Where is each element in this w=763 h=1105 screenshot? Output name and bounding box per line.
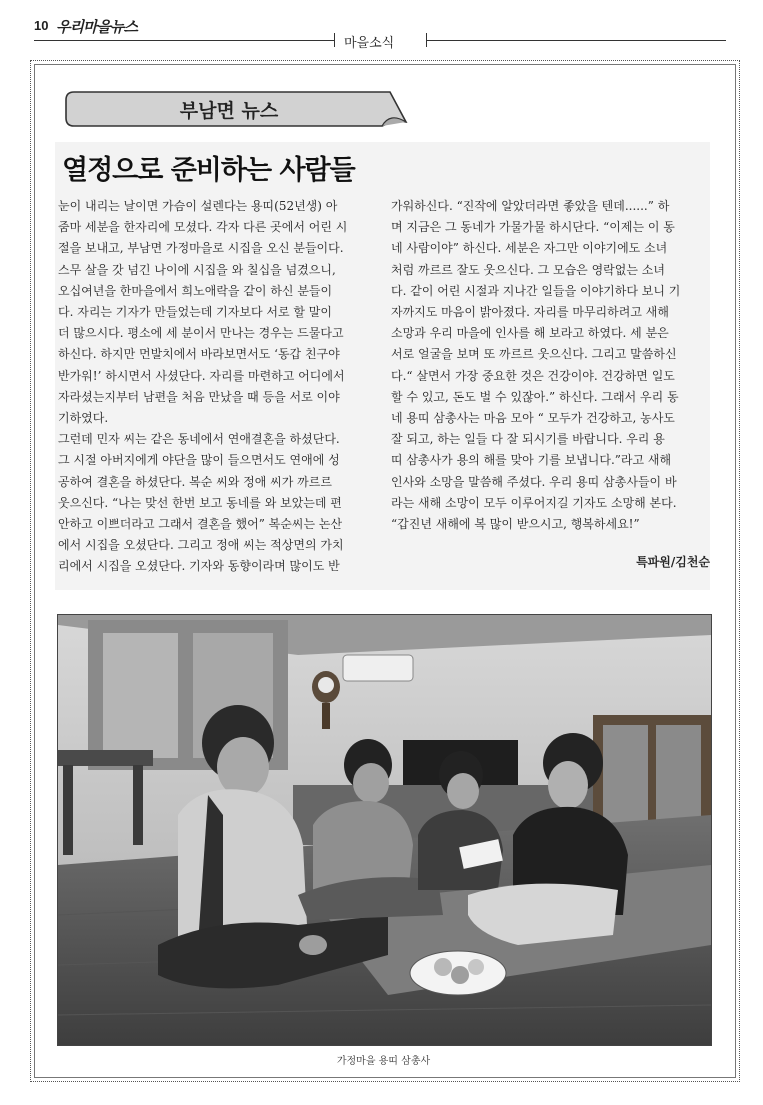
article-line: 에서 시집을 오셨단다. 그리고 정애 씨는 적상면의 가치 (58, 538, 344, 553)
article-line: 소망과 우리 마을에 인사를 해 보라고 하였다. 세 분은 (391, 326, 669, 341)
article-line: 네 사람이야” 하신다. 세분은 자그만 이야기에도 소녀 (391, 241, 668, 256)
article-line: 가워하신다. “진작에 알았더라면 좋았을 텐데......” 하 (391, 199, 670, 213)
article-line: 잘 되고, 하는 일들 다 잘 되시기를 바랍니다. 우리 용 (391, 432, 665, 447)
article-column-right (391, 196, 709, 535)
header-rule-right (426, 40, 726, 41)
photo-illustration (58, 615, 711, 1045)
article-line: 안하고 이쁘더라고 그래서 결혼을 했어” 복순씨는 논산 (58, 517, 343, 532)
article-line: 더 많으시다. 평소에 세 분이서 만나는 경우는 드물다고 (58, 326, 344, 341)
article-line: 며 지금은 그 동네가 가물가물 하시단다. “이제는 이 동 (391, 220, 675, 235)
article-line: 할 수 있고, 돈도 벌 수 있잖아.” 하신다. 그래서 우리 동 (391, 389, 679, 404)
article-line: 그런데 민자 씨는 같은 동네에서 연애결혼을 하셨단다. (58, 432, 340, 447)
article-line: 웃으신다. “나는 맞선 한번 보고 동네를 와 보았는데 편 (58, 495, 342, 510)
article-line: “갑진년 새해에 복 많이 받으시고, 행복하세요!” (391, 517, 640, 532)
article-line: 서로 얼굴을 보며 또 까르르 웃으신다. 그리고 말씀하신 (391, 347, 677, 362)
section-tab-label: 부남면 뉴스 (179, 100, 279, 122)
article-line: 자까지도 마음이 밝아졌다. 자리를 마무리하려고 새해 (391, 305, 669, 320)
article-line: 절을 보내고, 부남면 가정마을로 시집을 오신 분들이다. (58, 241, 344, 256)
article-line: 자라셨는지부터 남편을 처음 만났을 때 등을 서로 이야 (58, 389, 340, 404)
article-line: 스무 살을 갓 넘긴 나이에 시집을 와 칠십을 넘겼으니, (58, 262, 336, 277)
article-line: 기하였다. (58, 411, 109, 426)
article-line: 네 용띠 삼총사는 마음 모아 “ 모두가 건강하고, 농사도 (391, 411, 675, 426)
article-line: 리에서 시집을 오셨단다. 기자와 동향이라며 많이도 반 (58, 559, 340, 574)
photo-caption: 가정마을 용띠 삼총사 (336, 1056, 431, 1067)
header-tick-left (334, 33, 335, 47)
article-line: 다. 자리는 기자가 만들었는데 기자보다 서로 할 말이 (58, 305, 332, 320)
header-rule-left (34, 40, 334, 41)
article-line: 공하여 결혼을 하셨단다. 복순 씨와 정애 씨가 까르르 (58, 474, 332, 489)
article-line: 그 시절 아버지에게 야단을 많이 들으면서도 연애에 성 (58, 453, 340, 468)
article-line: 인사와 소망을 말씀해 주셨다. 우리 용띠 삼총사들이 바 (391, 474, 677, 489)
article-line: 라는 새해 소망이 모두 이루어지길 기자도 소망해 본다. (391, 495, 677, 510)
article-line: 다.“ 살면서 가장 중요한 것은 건강이야. 건강하면 일도 (391, 368, 675, 383)
article-byline: 특파원/김천순 (636, 555, 710, 569)
article-line: 눈이 내리는 날이면 가슴이 설렌다는 용띠(52년생) 아 (58, 199, 338, 213)
article-line: 줌마 세분을 한자리에 모셨다. 각자 다른 곳에서 어린 시 (58, 220, 348, 235)
article-title: 열정으로 준비하는 사람들 (62, 155, 355, 186)
article-line: 다. 같이 어린 시절과 지나간 일들을 이야기하다 보니 기 (391, 283, 681, 298)
section-tab (64, 90, 404, 128)
article-column-left (58, 196, 376, 578)
section-name: 마을소식 (344, 36, 395, 51)
article-line: 하신다. 하지만 먼발치에서 바라보면서도 ‘동갑 친구야 (58, 347, 340, 362)
article-line: 처럼 까르르 잘도 웃으신다. 그 모습은 영락없는 소녀 (391, 262, 665, 277)
newsletter-brand: 우리마을뉴스 (56, 18, 137, 36)
article-line: 띠 삼총사가 용의 해를 맞아 기를 보냅니다.”라고 새해 (391, 453, 672, 468)
article-line: 오십여년을 한마을에서 희노애락을 같이 하신 분들이 (58, 283, 333, 298)
page-header (34, 16, 734, 51)
article-photo (57, 614, 712, 1046)
article-line: 반가워!’ 하시면서 사셨단다. 자리를 마련하고 어디에서 (58, 368, 345, 383)
page-number: 10 (34, 18, 49, 33)
